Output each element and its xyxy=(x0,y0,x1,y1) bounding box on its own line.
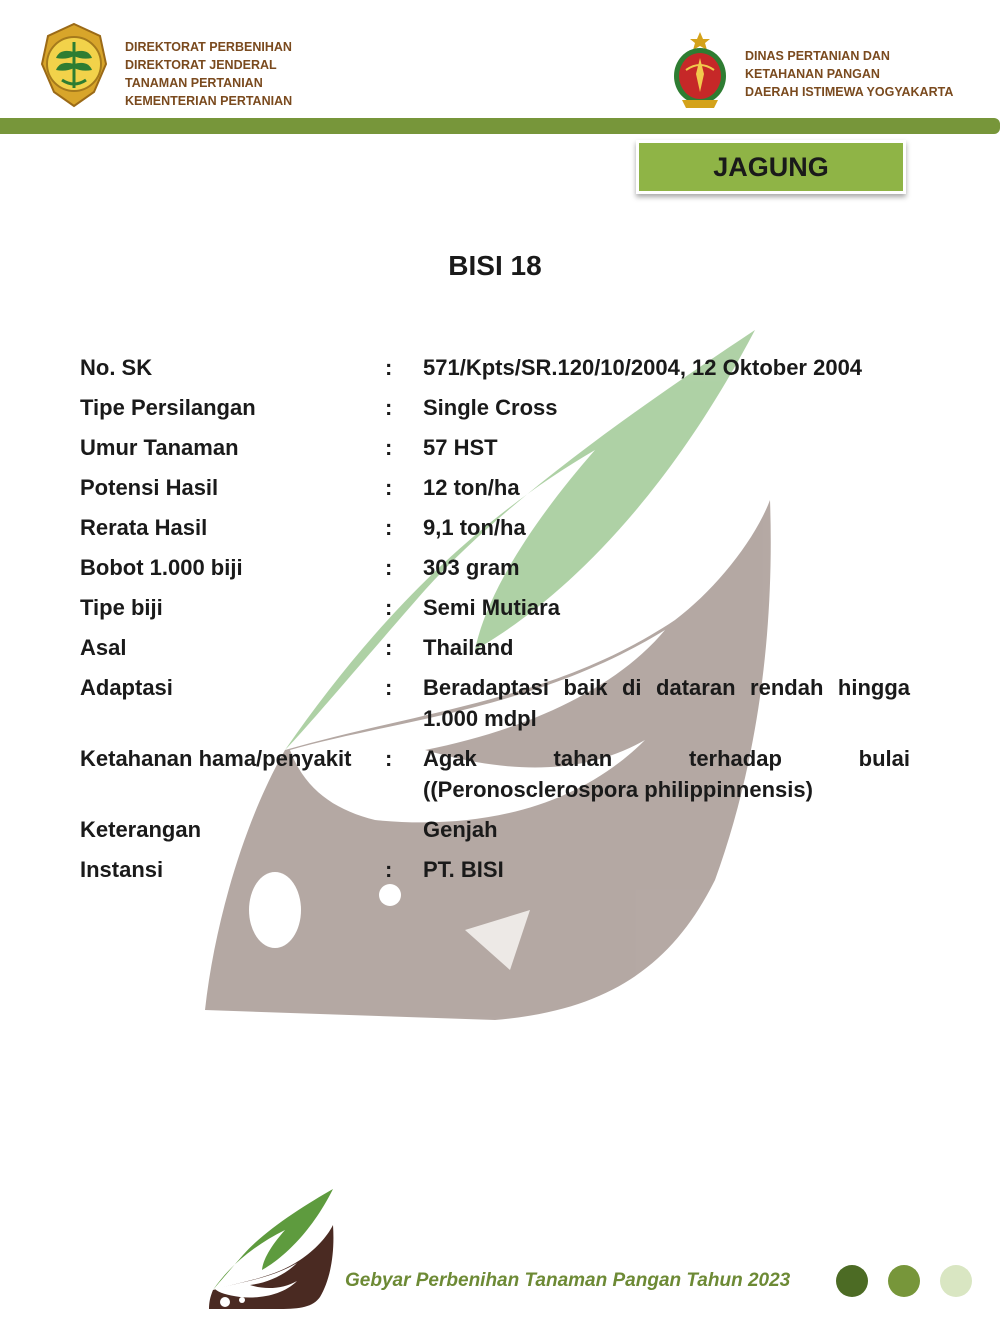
footer-dot-dark xyxy=(836,1265,868,1297)
spec-value: 303 gram xyxy=(423,555,520,580)
spec-colon: : xyxy=(385,746,393,771)
left-org-line: TANAMAN PERTANIAN xyxy=(125,76,263,90)
spec-value: Genjah xyxy=(423,817,498,842)
spec-colon: : xyxy=(385,675,393,700)
spec-value: Agak tahan terhadap bulai ((Peronosclerospora philippinnensis) xyxy=(423,746,910,802)
spec-row-tipe-biji xyxy=(80,592,910,623)
header xyxy=(0,0,1000,120)
category-tag: JAGUNG xyxy=(636,140,906,194)
spec-label: Tipe Persilangan xyxy=(80,395,256,420)
spec-label: Rerata Hasil xyxy=(80,515,208,540)
spec-colon: : xyxy=(385,635,393,660)
spec-row-keterangan xyxy=(80,814,910,845)
right-org-line: KETAHANAN PANGAN xyxy=(745,67,880,81)
spec-value: Single Cross xyxy=(423,395,558,420)
spec-colon: : xyxy=(385,515,393,540)
spec-label: No. SK xyxy=(80,355,153,380)
spec-label: Umur Tanaman xyxy=(80,435,239,460)
kementan-logo-icon xyxy=(38,22,110,108)
spec-label: Asal xyxy=(80,635,127,660)
specification-table xyxy=(80,352,910,894)
spec-label: Potensi Hasil xyxy=(80,475,219,500)
left-org-line: DIREKTORAT JENDERAL xyxy=(125,58,277,72)
spec-value: 571/Kpts/SR.120/10/2004, 12 Oktober 2004 xyxy=(423,355,863,380)
spec-row-no-sk xyxy=(80,352,910,383)
spec-label: Tipe biji xyxy=(80,595,163,620)
spec-colon: : xyxy=(385,395,393,420)
spec-label: Keterangan xyxy=(80,817,202,842)
footer-event-title: Gebyar Perbenihan Tanaman Pangan Tahun 2023 xyxy=(345,1270,791,1291)
spec-colon: : xyxy=(385,555,393,580)
footer-dot-light xyxy=(940,1265,972,1297)
spec-label: Adaptasi xyxy=(80,675,173,700)
spec-value: Semi Mutiara xyxy=(423,595,560,620)
gebyar-leaf-logo-icon xyxy=(205,1185,340,1310)
spec-row-adaptasi xyxy=(80,672,910,734)
spec-value: PT. BISI xyxy=(423,857,504,882)
variety-title: BISI 18 xyxy=(448,250,542,281)
left-org-line: KEMENTERIAN PERTANIAN xyxy=(125,94,293,108)
diy-crest-icon xyxy=(668,30,732,112)
spec-colon xyxy=(385,814,423,845)
right-org-line: DAERAH ISTIMEWA YOGYAKARTA xyxy=(745,85,954,99)
spec-row-tipe-persilangan xyxy=(80,392,910,423)
spec-colon: : xyxy=(385,857,393,882)
spec-row-potensi-hasil xyxy=(80,472,910,503)
spec-value: 9,1 ton/ha xyxy=(423,515,526,540)
header-divider-bar xyxy=(0,118,1000,134)
spec-label: Instansi xyxy=(80,857,164,882)
spec-row-ketahanan xyxy=(80,743,910,805)
spec-colon: : xyxy=(385,435,393,460)
spec-row-asal xyxy=(80,632,910,663)
spec-colon: : xyxy=(385,595,393,620)
spec-label: Ketahanan hama/penyakit xyxy=(80,746,352,771)
left-org-line: DIREKTORAT PERBENIHAN xyxy=(125,40,292,54)
spec-value: Beradaptasi baik di dataran rendah hingga 1.000 mdpl xyxy=(423,675,910,731)
right-organization-name xyxy=(745,47,953,101)
spec-row-bobot-biji xyxy=(80,552,910,583)
spec-value: Thailand xyxy=(423,635,514,660)
spec-colon: : xyxy=(385,355,393,380)
spec-row-rerata-hasil xyxy=(80,512,910,543)
spec-row-instansi xyxy=(80,854,910,885)
footer-dot-mid xyxy=(888,1265,920,1297)
spec-colon: : xyxy=(385,475,393,500)
left-organization-name xyxy=(125,38,292,110)
spec-row-umur-tanaman xyxy=(80,432,910,463)
right-org-line: DINAS PERTANIAN DAN xyxy=(745,49,890,63)
spec-label: Bobot 1.000 biji xyxy=(80,555,243,580)
spec-value: 57 HST xyxy=(423,435,498,460)
spec-value: 12 ton/ha xyxy=(423,475,520,500)
